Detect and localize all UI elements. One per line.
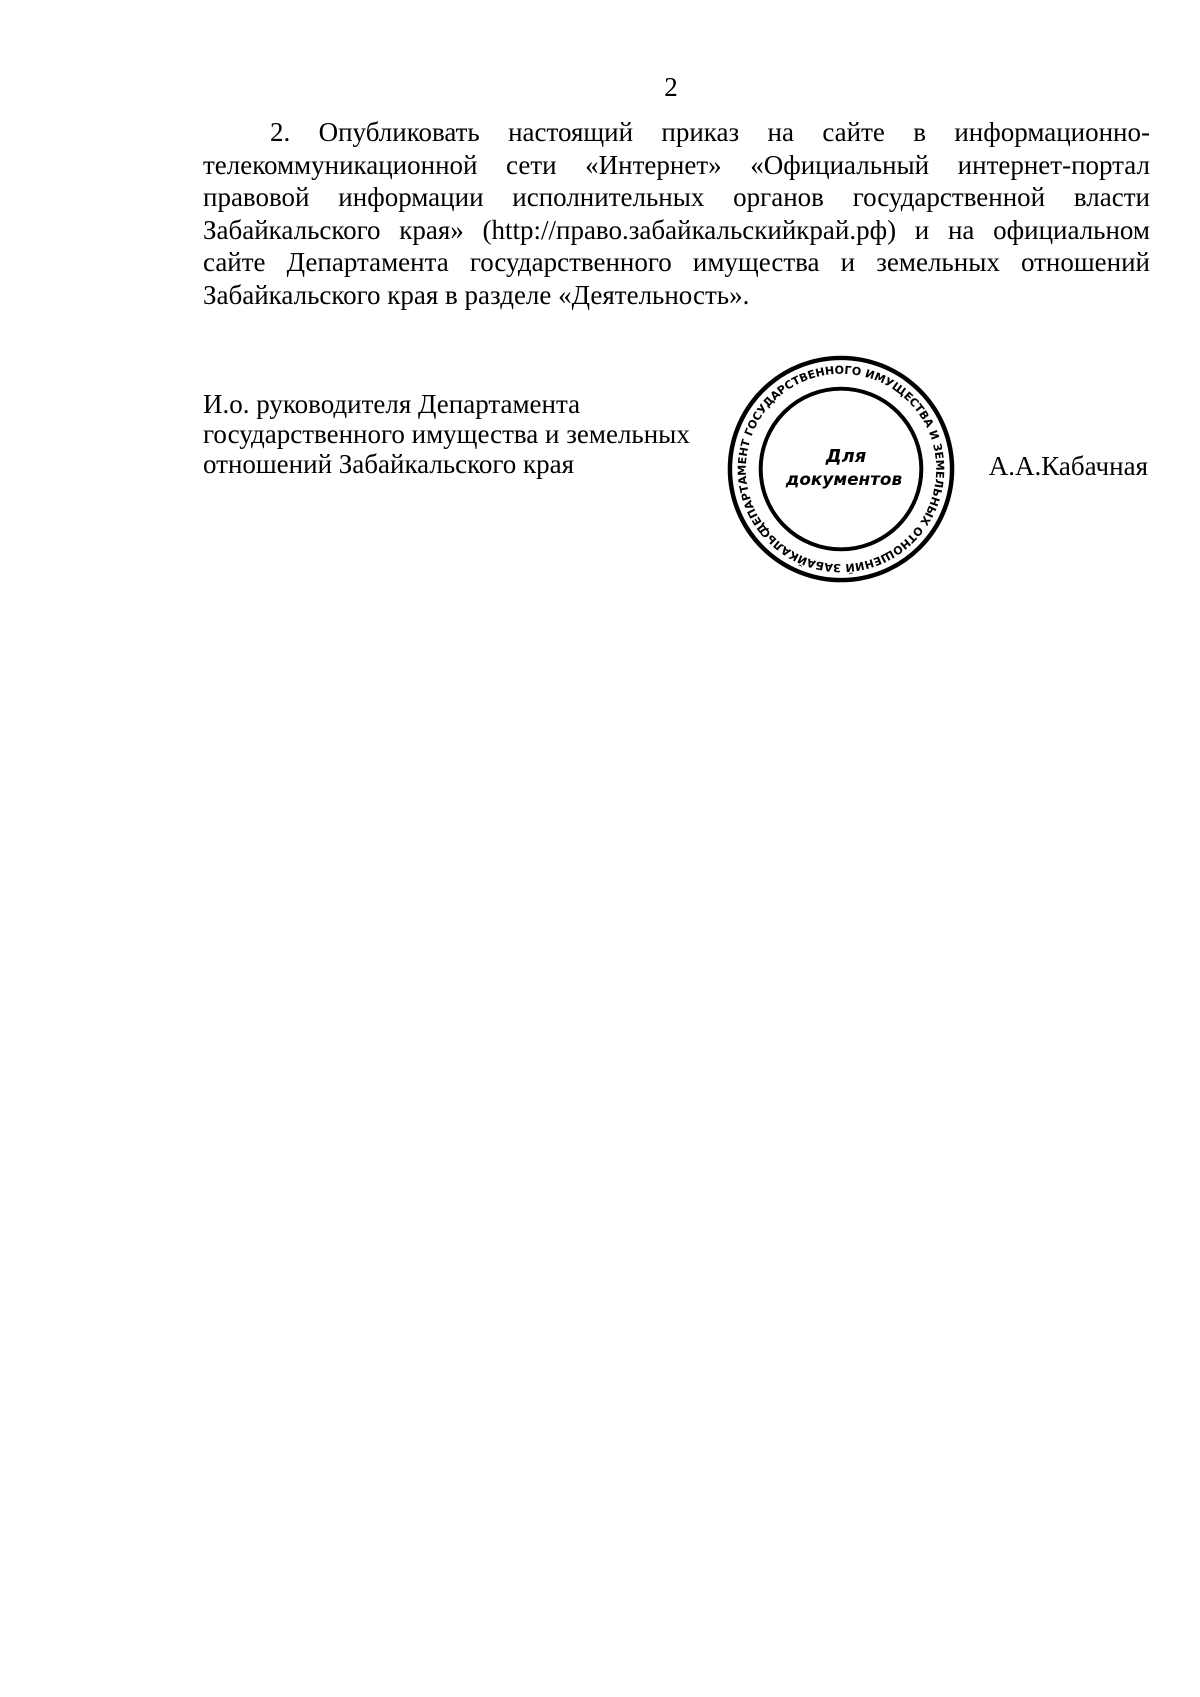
signature-title-line-1: И.о. руководителя Департамента xyxy=(203,389,581,419)
signature-title-line-2: государственного имущества и земельных xyxy=(203,419,690,449)
signature-title xyxy=(203,389,733,479)
seal-center-line-1: Для xyxy=(825,446,867,468)
official-seal-stamp xyxy=(722,350,960,588)
page-number: 2 xyxy=(664,72,678,102)
seal-center-line-2: документов xyxy=(785,468,903,489)
seal-ring-text: ДЕПАРТАМЕНТ ГОСУДАРСТВЕННОГО ИМУЩЕСТВА И ЗЕМЕЛЬНЫХ ОТНОШЕНИЙ ЗАБАЙКАЛЬСКОГО xyxy=(735,363,947,575)
signature-title-line-3: отношений Забайкальского края xyxy=(203,449,575,479)
signer-name: А.А.Кабачная xyxy=(988,451,1148,481)
body-paragraph: 2. Опубликовать настоящий приказ на сайте в информационно-телекоммуникационной сети «Интернет» «Официальный интернет-портал правовой информации исполнительных органов государственной власти Забайкальского края» (http://право.забайкальскийкрай.рф) и на официальном сайте Департамента государственного имущества и земельных отношений Забайкальского края в разделе «Деятельность». xyxy=(203,117,1150,310)
